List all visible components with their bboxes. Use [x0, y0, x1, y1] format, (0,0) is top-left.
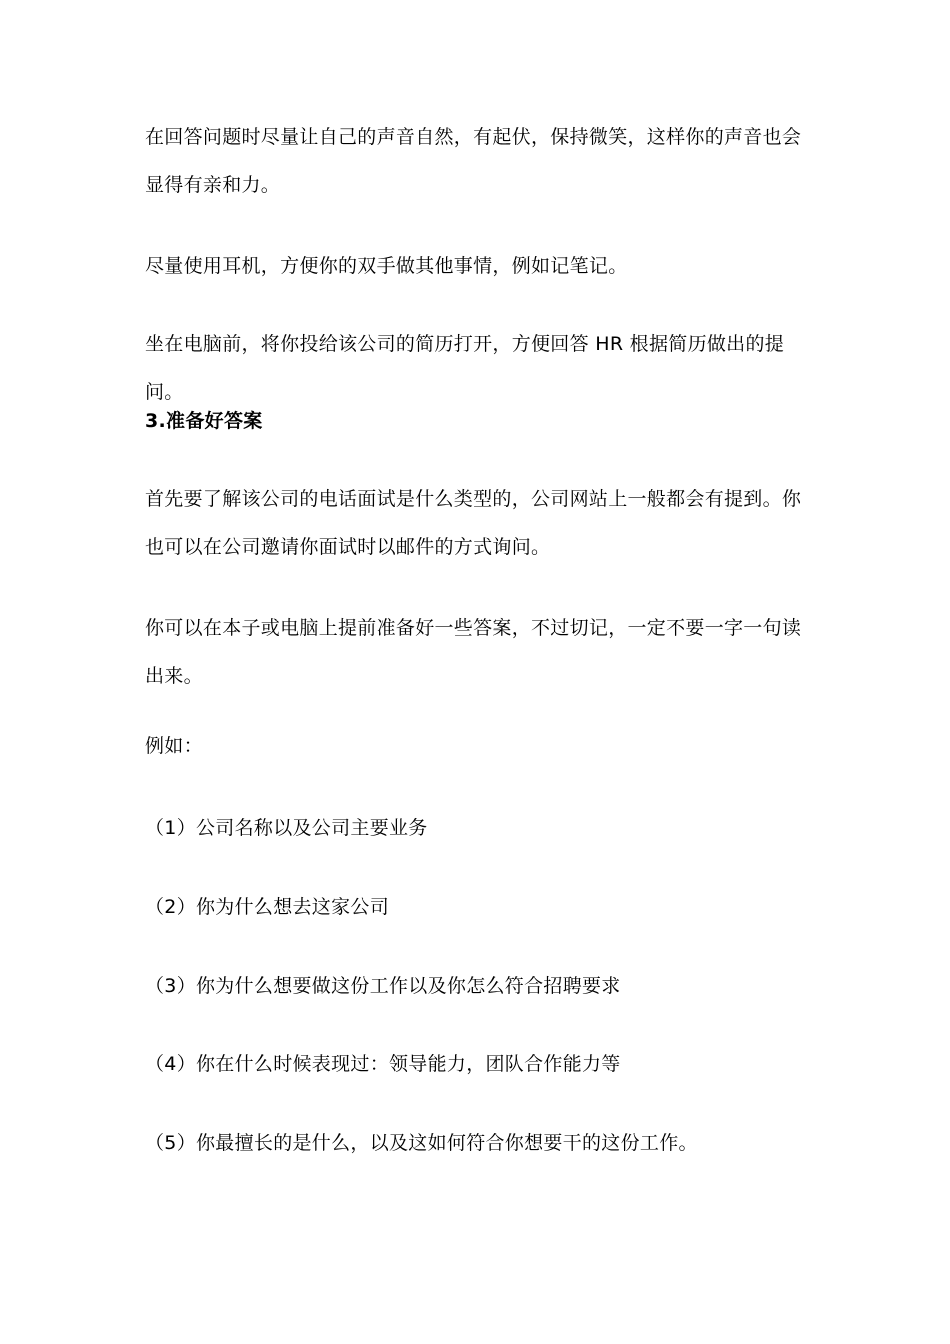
paragraph-voice-tips: 在回答问题时尽量让自己的声音自然，有起伏，保持微笑，这样你的声音也会显得有亲和力。 [145, 126, 802, 196]
paragraph-resume-tip: 坐在电脑前，将你投给该公司的简历打开，方便回答 HR 根据简历做出的提问。 [145, 333, 785, 403]
list-item: （1）公司名称以及公司主要业务 [145, 817, 428, 839]
paragraph-example-intro: 例如： [145, 735, 203, 757]
list-item: （5）你最擅长的是什么，以及这如何符合你想要干的这份工作。 [145, 1132, 698, 1154]
list-item: （2）你为什么想去这家公司 [145, 896, 389, 918]
paragraph-prepare-answers: 你可以在本子或电脑上提前准备好一些答案，不过切记，一定不要一字一句读出来。 [145, 617, 802, 687]
paragraph-interview-type: 首先要了解该公司的电话面试是什么类型的，公司网站上一般都会有提到。你也可以在公司邀请你面试时以邮件的方式询问。 [145, 488, 802, 558]
list-item: （3）你为什么想要做这份工作以及你怎么符合招聘要求 [145, 975, 621, 997]
paragraph-headphones-tip: 尽量使用耳机，方便你的双手做其他事情，例如记笔记。 [145, 255, 628, 277]
section-heading: 3.准备好答案 [145, 410, 263, 432]
list-item: （4）你在什么时候表现过：领导能力，团队合作能力等 [145, 1053, 621, 1075]
